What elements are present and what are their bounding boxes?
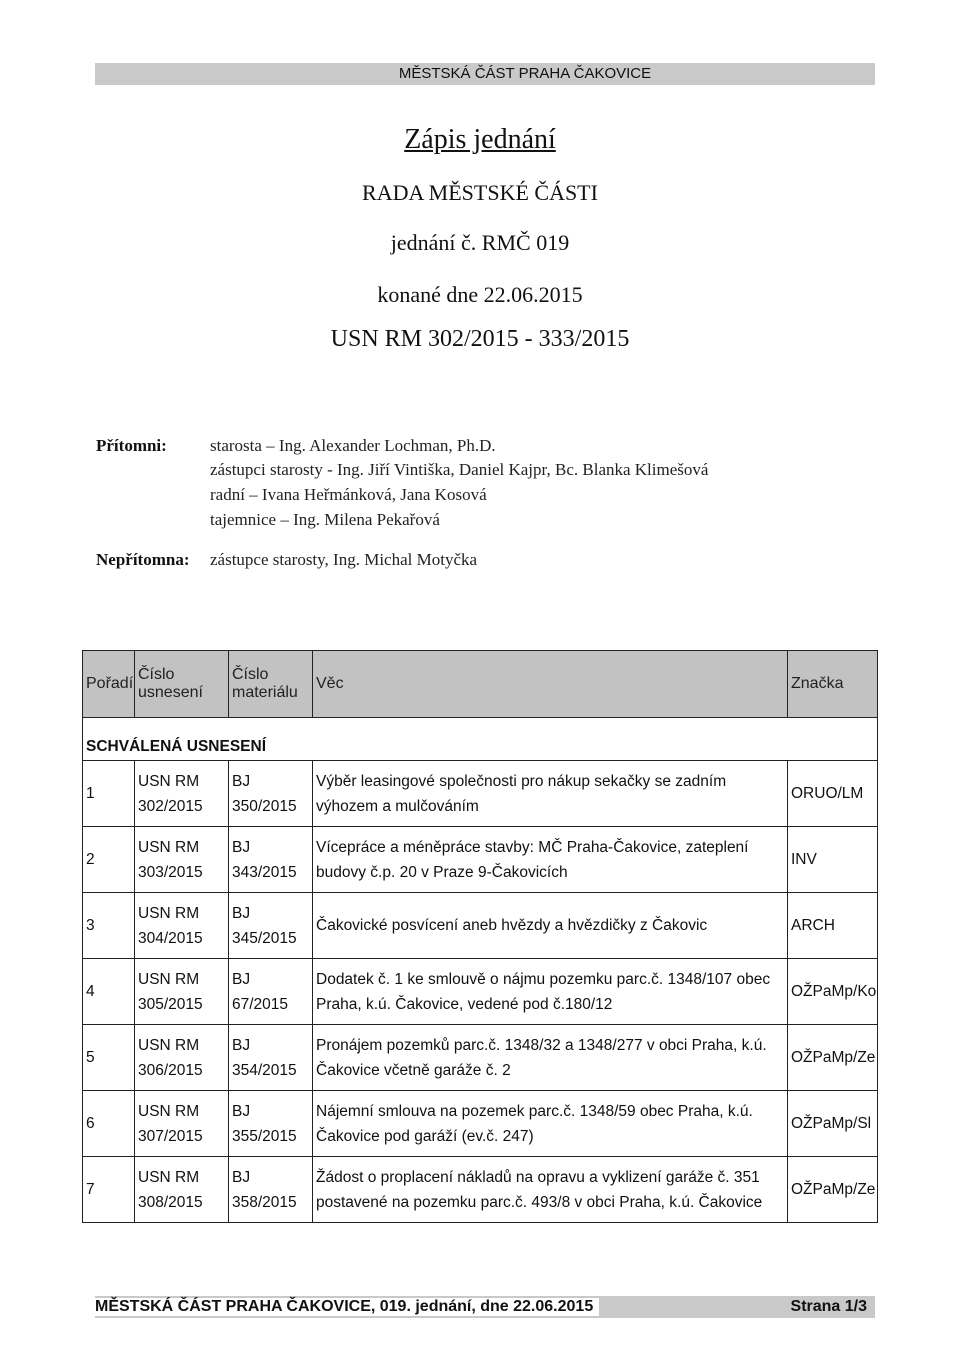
subject-cell-text: Dodatek č. 1 ke smlouvě o nájmu pozemku parc.č. 1348/107 obec <box>316 970 771 988</box>
material-cell-text: BJ <box>232 1102 251 1120</box>
material-cell <box>229 959 313 1025</box>
order-cell-text: 5 <box>86 1049 95 1066</box>
subject-cell-text: Nájemní smlouva na pozemek parc.č. 1348/59 obec Praha, k.ú. <box>316 1102 753 1120</box>
resolution-cell <box>135 1091 229 1157</box>
order-cell-text: 7 <box>86 1181 95 1198</box>
mark-cell-text: OŽPaMp/Ze <box>791 1181 876 1198</box>
resolution-cell <box>135 1025 229 1091</box>
order-cell <box>83 893 135 959</box>
order-cell <box>83 827 135 893</box>
mark-cell <box>788 1091 878 1157</box>
table-row <box>83 827 878 893</box>
header-text: MĚSTSKÁ ČÁST PRAHA ČAKOVICE <box>398 65 652 82</box>
subject-cell <box>313 1157 788 1223</box>
resolution-cell-text: USN RM <box>138 970 200 988</box>
mark-cell <box>788 959 878 1025</box>
resolution-cell-text: USN RM <box>138 1102 200 1120</box>
table-row <box>83 1025 878 1091</box>
header-subject: Věc <box>313 651 788 718</box>
subject-cell-text: Pronájem pozemků parc.č. 1348/32 a 1348/277 v obci Praha, k.ú. <box>316 1036 767 1054</box>
resolution-cell-text: USN RM <box>138 838 200 856</box>
meeting-number: jednání č. RMČ 019 <box>390 230 570 255</box>
mark-cell <box>788 893 878 959</box>
material-cell-text: 358/2015 <box>232 1193 297 1211</box>
resolutions-table <box>82 650 878 1223</box>
material-cell-text: BJ <box>232 904 251 922</box>
footer-left: MĚSTSKÁ ČÁST PRAHA ČAKOVICE, 019. jednání, dne 22.06.2015 <box>95 1298 599 1316</box>
resolution-cell-text: USN RM <box>138 1168 200 1186</box>
present-line: starosta – Ing. Alexander Lochman, Ph.D. <box>210 436 496 455</box>
resolution-cell <box>135 893 229 959</box>
resolution-cell <box>135 761 229 827</box>
present-label: Přítomni: <box>96 436 167 455</box>
mark-cell <box>788 827 878 893</box>
material-cell <box>229 827 313 893</box>
header-material-number: Číslo materiálu <box>229 651 313 718</box>
material-cell-text: BJ 67/2015 <box>232 970 289 1013</box>
absent-line: zástupce starosty, Ing. Michal Motyčka <box>210 550 478 569</box>
subject-cell-text: postavené na pozemku parc.č. 493/8 v obci Praha, k.ú. Čakovice <box>316 1193 763 1211</box>
resolution-cell <box>135 1157 229 1223</box>
meeting-date: konané dne 22.06.2015 <box>377 282 583 307</box>
subject-cell-text: Žádost o proplacení nákladů na opravu a vyklizení garáže č. 351 <box>316 1168 760 1186</box>
material-cell-text: BJ <box>232 1036 251 1054</box>
header-resolution-number: Číslo usnesení <box>135 651 229 718</box>
subject-cell-text: budovy č.p. 20 v Praze 9-Čakovicích <box>316 863 568 881</box>
subject-cell-text: Čakovice pod garáží (ev.č. 247) <box>316 1127 534 1145</box>
order-cell-text: 6 <box>86 1115 95 1132</box>
present-line: tajemnice – Ing. Milena Pekařová <box>210 510 440 529</box>
table-row <box>83 959 878 1025</box>
material-cell <box>229 1091 313 1157</box>
table-row <box>83 893 878 959</box>
order-cell <box>83 1025 135 1091</box>
resolution-cell-text: USN RM <box>138 772 200 790</box>
header-order: Pořadí <box>83 651 135 718</box>
mark-cell-text: OŽPaMp/Sl <box>791 1115 872 1132</box>
subject-cell <box>313 893 788 959</box>
order-cell-text: 2 <box>86 851 95 868</box>
order-cell-text: 1 <box>86 785 95 802</box>
material-cell <box>229 1025 313 1091</box>
resolution-cell <box>135 959 229 1025</box>
order-cell-text: 3 <box>86 917 95 934</box>
subject-cell-text: Praha, k.ú. Čakovice, vedené pod č.180/12 <box>316 995 613 1013</box>
document-title: Zápis jednání <box>404 124 556 155</box>
mark-cell <box>788 1157 878 1223</box>
subject-cell <box>313 1091 788 1157</box>
resolution-cell-text: 306/2015 <box>138 1061 203 1079</box>
page-number: Strana 1/3 <box>790 1298 867 1315</box>
mark-cell-text: ARCH <box>791 917 835 934</box>
material-cell <box>229 893 313 959</box>
material-cell-text: 345/2015 <box>232 929 297 947</box>
present-line: zástupci starosty - Ing. Jiří Vintiška, Daniel Kajpr, Bc. Blanka Klimešová <box>210 460 709 479</box>
order-cell <box>83 959 135 1025</box>
resolution-cell-text: 304/2015 <box>138 929 203 947</box>
material-cell-text: 350/2015 <box>232 797 297 815</box>
material-cell <box>229 761 313 827</box>
resolution-range: USN RM 302/2015 - 333/2015 <box>330 326 630 352</box>
subject-cell <box>313 761 788 827</box>
subject-cell-text: Výběr leasingové společnosti pro nákup sekačky se zadním <box>316 772 727 790</box>
mark-cell-text: OŽPaMp/Ze <box>791 1049 876 1066</box>
mark-cell-text: INV <box>791 851 817 868</box>
resolution-cell-text: USN RM <box>138 904 200 922</box>
subject-cell <box>313 1025 788 1091</box>
subject-cell-text: výhozem a mulčováním <box>316 797 479 815</box>
subject-cell <box>313 959 788 1025</box>
order-cell <box>83 1157 135 1223</box>
order-cell-text: 4 <box>86 983 95 1000</box>
table-header-row <box>83 651 878 718</box>
order-cell <box>83 1091 135 1157</box>
header-mark: Značka <box>788 651 878 718</box>
resolution-cell-text: 307/2015 <box>138 1127 203 1145</box>
mark-cell-text: OŽPaMp/Ko <box>791 983 877 1000</box>
absent-label: Nepřítomna: <box>96 550 190 569</box>
material-cell <box>229 1157 313 1223</box>
header-bar <box>95 63 875 85</box>
present-line: radní – Ivana Heřmánková, Jana Kosová <box>210 485 487 504</box>
mark-cell <box>788 761 878 827</box>
resolution-cell-text: USN RM <box>138 1036 200 1054</box>
resolution-cell-text: 305/2015 <box>138 995 203 1013</box>
table-row <box>83 761 878 827</box>
table-row <box>83 1157 878 1223</box>
section-title: SCHVÁLENÁ USNESENÍ <box>83 718 878 761</box>
material-cell-text: 343/2015 <box>232 863 297 881</box>
subject-cell-text: Čakovické posvícení aneb hvězdy a hvězdičky z Čakovic <box>316 917 708 934</box>
footer-bar <box>95 1296 875 1318</box>
resolution-cell-text: 308/2015 <box>138 1193 203 1211</box>
section-row <box>83 718 878 761</box>
material-cell-text: 354/2015 <box>232 1061 297 1079</box>
subject-cell-text: Čakovice včetně garáže č. 2 <box>316 1061 511 1079</box>
council-name: RADA MĚSTSKÉ ČÁSTI <box>362 180 598 205</box>
resolution-cell-text: 302/2015 <box>138 797 203 815</box>
mark-cell <box>788 1025 878 1091</box>
material-cell-text: BJ <box>232 1168 251 1186</box>
mark-cell-text: ORUO/LM <box>791 785 864 802</box>
material-cell-text: BJ <box>232 838 251 856</box>
resolution-cell <box>135 827 229 893</box>
subject-cell-text: Vícepráce a méněpráce stavby: MČ Praha-Čakovice, zateplení <box>316 838 749 856</box>
resolution-cell-text: 303/2015 <box>138 863 203 881</box>
table-row <box>83 1091 878 1157</box>
material-cell-text: BJ <box>232 772 251 790</box>
subject-cell <box>313 827 788 893</box>
material-cell-text: 355/2015 <box>232 1127 297 1145</box>
order-cell <box>83 761 135 827</box>
